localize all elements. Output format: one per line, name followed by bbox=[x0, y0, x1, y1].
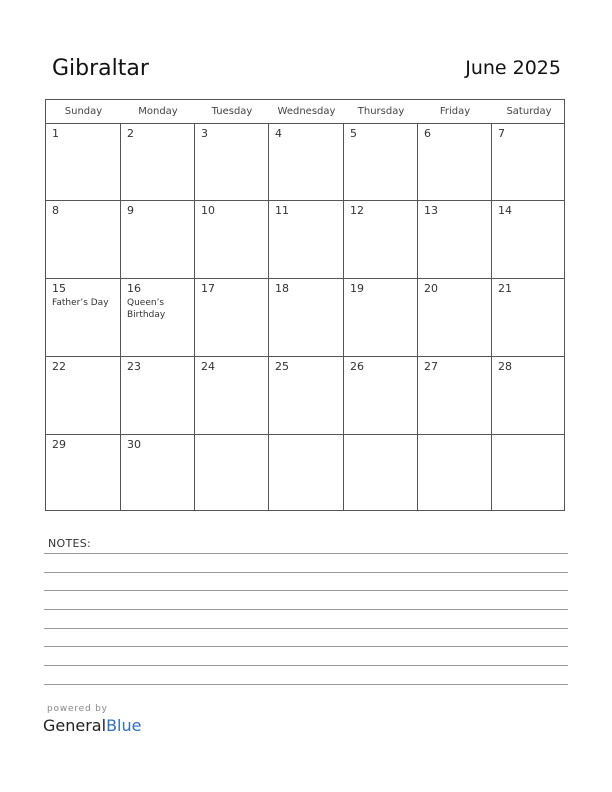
day-cell bbox=[492, 201, 566, 278]
day-cell bbox=[269, 357, 344, 434]
holiday-label: Queen’s Birthday bbox=[127, 298, 166, 320]
day-cell bbox=[418, 357, 492, 434]
day-number: 16 bbox=[127, 282, 141, 295]
day-number: 30 bbox=[127, 438, 141, 451]
day-number: 19 bbox=[350, 282, 364, 295]
holiday-label: Father’s Day bbox=[52, 298, 109, 308]
day-cell bbox=[344, 201, 418, 278]
day-cell bbox=[418, 435, 492, 511]
day-number: 29 bbox=[52, 438, 66, 451]
day-number: 21 bbox=[498, 282, 512, 295]
weekday-header-row bbox=[46, 100, 564, 124]
day-cell bbox=[492, 124, 566, 200]
day-cell bbox=[344, 435, 418, 511]
note-line bbox=[44, 572, 568, 573]
day-number: 4 bbox=[275, 127, 282, 140]
day-cell bbox=[344, 124, 418, 200]
day-cell bbox=[195, 357, 269, 434]
week-row bbox=[46, 357, 564, 435]
day-cell bbox=[46, 435, 121, 511]
day-cell bbox=[195, 279, 269, 356]
calendar-grid bbox=[45, 99, 565, 511]
day-cell bbox=[121, 279, 195, 356]
day-number: 10 bbox=[201, 204, 215, 217]
day-number: 27 bbox=[424, 360, 438, 373]
weekday-saturday: Saturday bbox=[506, 106, 552, 117]
day-cell bbox=[46, 201, 121, 278]
day-number: 7 bbox=[498, 127, 505, 140]
day-cell bbox=[269, 124, 344, 200]
weekday-monday: Monday bbox=[138, 106, 178, 117]
day-number: 23 bbox=[127, 360, 141, 373]
day-cell bbox=[492, 357, 566, 434]
day-cell bbox=[195, 435, 269, 511]
day-number: 18 bbox=[275, 282, 289, 295]
day-number: 14 bbox=[498, 204, 512, 217]
day-number: 15 bbox=[52, 282, 66, 295]
weekday-friday: Friday bbox=[439, 106, 471, 117]
day-number: 6 bbox=[424, 127, 431, 140]
day-number: 1 bbox=[52, 127, 59, 140]
day-number: 2 bbox=[127, 127, 134, 140]
day-cell bbox=[269, 435, 344, 511]
day-number: 20 bbox=[424, 282, 438, 295]
day-number: 28 bbox=[498, 360, 512, 373]
note-line bbox=[44, 665, 568, 666]
notes-label: NOTES: bbox=[48, 537, 92, 550]
day-number: 13 bbox=[424, 204, 438, 217]
weekday-sunday: Sunday bbox=[64, 106, 103, 117]
week-row bbox=[46, 279, 564, 357]
day-cell bbox=[121, 124, 195, 200]
day-cell bbox=[121, 435, 195, 511]
brand-logo bbox=[43, 716, 141, 735]
day-number: 8 bbox=[52, 204, 59, 217]
day-number: 11 bbox=[275, 204, 289, 217]
day-number: 17 bbox=[201, 282, 215, 295]
week-row bbox=[46, 201, 564, 279]
day-cell bbox=[269, 201, 344, 278]
day-number: 26 bbox=[350, 360, 364, 373]
weekday-thursday: Thursday bbox=[357, 106, 405, 117]
day-cell bbox=[121, 201, 195, 278]
note-line bbox=[44, 590, 568, 591]
weekday-tuesday: Tuesday bbox=[211, 106, 253, 117]
weekday-wednesday: Wednesday bbox=[277, 106, 336, 117]
note-line bbox=[44, 553, 568, 554]
day-cell bbox=[418, 279, 492, 356]
note-line bbox=[44, 628, 568, 629]
day-cell bbox=[195, 124, 269, 200]
note-line bbox=[44, 646, 568, 647]
day-cell bbox=[46, 279, 121, 356]
day-cell bbox=[492, 435, 566, 511]
day-number: 22 bbox=[52, 360, 66, 373]
brand-general: General bbox=[43, 716, 107, 735]
day-cell bbox=[121, 357, 195, 434]
day-number: 25 bbox=[275, 360, 289, 373]
calendar-title: Gibraltar bbox=[52, 56, 149, 81]
day-cell bbox=[195, 201, 269, 278]
powered-by-text: powered by bbox=[47, 704, 108, 714]
day-number: 5 bbox=[350, 127, 357, 140]
day-number: 3 bbox=[201, 127, 208, 140]
note-line bbox=[44, 684, 568, 685]
day-number: 24 bbox=[201, 360, 215, 373]
day-cell bbox=[418, 124, 492, 200]
day-number: 12 bbox=[350, 204, 364, 217]
week-row bbox=[46, 435, 564, 511]
week-row bbox=[46, 124, 564, 201]
day-cell bbox=[269, 279, 344, 356]
day-cell bbox=[344, 357, 418, 434]
brand-blue: Blue bbox=[106, 716, 142, 735]
day-cell bbox=[46, 124, 121, 200]
day-number: 9 bbox=[127, 204, 134, 217]
day-cell bbox=[418, 201, 492, 278]
day-cell bbox=[344, 279, 418, 356]
month-year: June 2025 bbox=[465, 57, 561, 79]
note-line bbox=[44, 609, 568, 610]
day-cell bbox=[492, 279, 566, 356]
day-cell bbox=[46, 357, 121, 434]
